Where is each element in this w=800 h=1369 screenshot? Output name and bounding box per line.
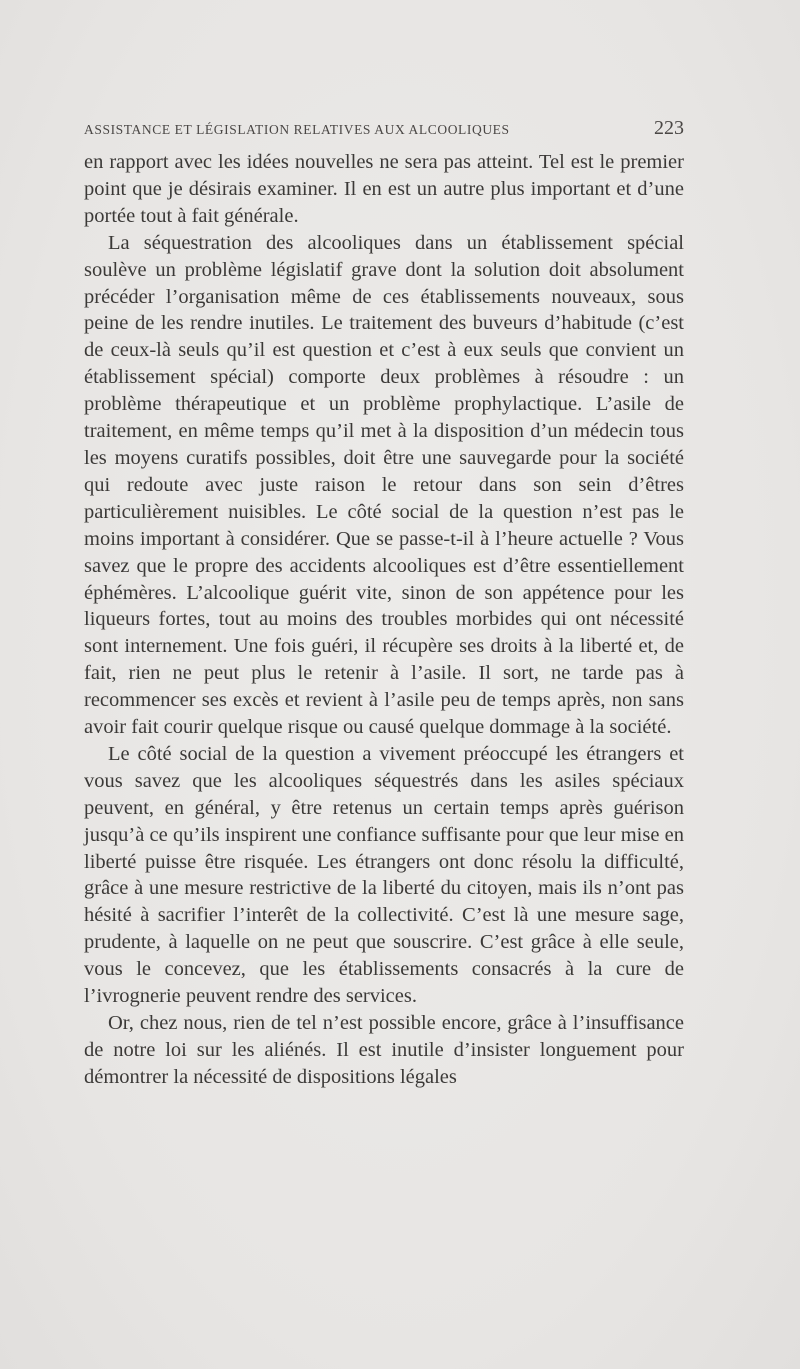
running-title: ASSISTANCE ET LÉGISLATION RELATIVES AUX ALCOOLIQUES — [84, 122, 510, 137]
paragraph: Or, chez nous, rien de tel n’est possible encore, grâce à l’insuffisance de notre loi sur les aliénés. Il est inutile d’insister longuement pour démontrer la nécessité de dispositions légales — [84, 1012, 684, 1088]
page-number: 223 — [654, 117, 684, 139]
paragraph: Le côté social de la question a vivement préoccupé les étrangers et vous savez que les alcooliques séquestrés dans les asiles spéciaux peuvent, en général, y être retenus un certain temps après guérison jusqu’à ce qu’ils inspirent une confiance suffisante pour que leur mise en liberté puisse être risquée. Les étrangers ont donc résolu la difficulté, grâce à une mesure restrictive de la liberté du citoyen, mais ils n’ont pas hésité à sacrifier l’interêt de la collectivité. C’est là une mesure sage, prudente, à laquelle on ne peut que souscrire. C’est grâce à elle seule, vous le concevez, que les établissements consacrés à la cure de l’ivrognerie peuvent rendre des services. — [84, 742, 684, 1008]
paragraph: La séquestration des alcooliques dans un établissement spécial soulève un problème législatif grave dont la solution doit absolument précéder l’organisation même de ces établissements nouveaux, sous peine de les rendre inutiles. Le traitement des buveurs d’habitude (c’est de ceux-là seuls qu’il est question et c’est à eux seuls que convient un établissement spécial) comporte deux problèmes à résoudre : un problème thérapeutique et un problème prophylactique. L’asile de traitement, en même temps qu’il met à la disposition d’un médecin tous les moyens curatifs possibles, doit être une sauvegarde pour la société qui redoute avec juste raison le retour dans son sein d’êtres particulièrement nuisibles. Le côté social de la question n’est pas le moins important à considérer. Que se passe-t-il à l’heure actuelle ? Vous savez que le propre des accidents alcooliques est d’être essentiellement éphémères. L’alcoolique guérit vite, sinon de son appétence pour les liqueurs fortes, tout au moins des troubles morbides qui ont nécessité sont internement. Une fois guéri, il récupère ses droits à la liberté et, de fait, rien ne peut plus le retenir à l’asile. Il sort, ne tarde pas à recommencer ses excès et revient à l’asile peu de temps après, non sans avoir fait courir quelque risque ou causé quelque dommage à la société. — [84, 231, 684, 739]
running-header — [84, 117, 684, 140]
body-text — [84, 149, 684, 1091]
paragraph-continued: en rapport avec les idées nouvelles ne sera pas atteint. Tel est le premier point que je désirais examiner. Il en est un autre plus important et d’une portée tout à fait générale. — [84, 151, 684, 227]
